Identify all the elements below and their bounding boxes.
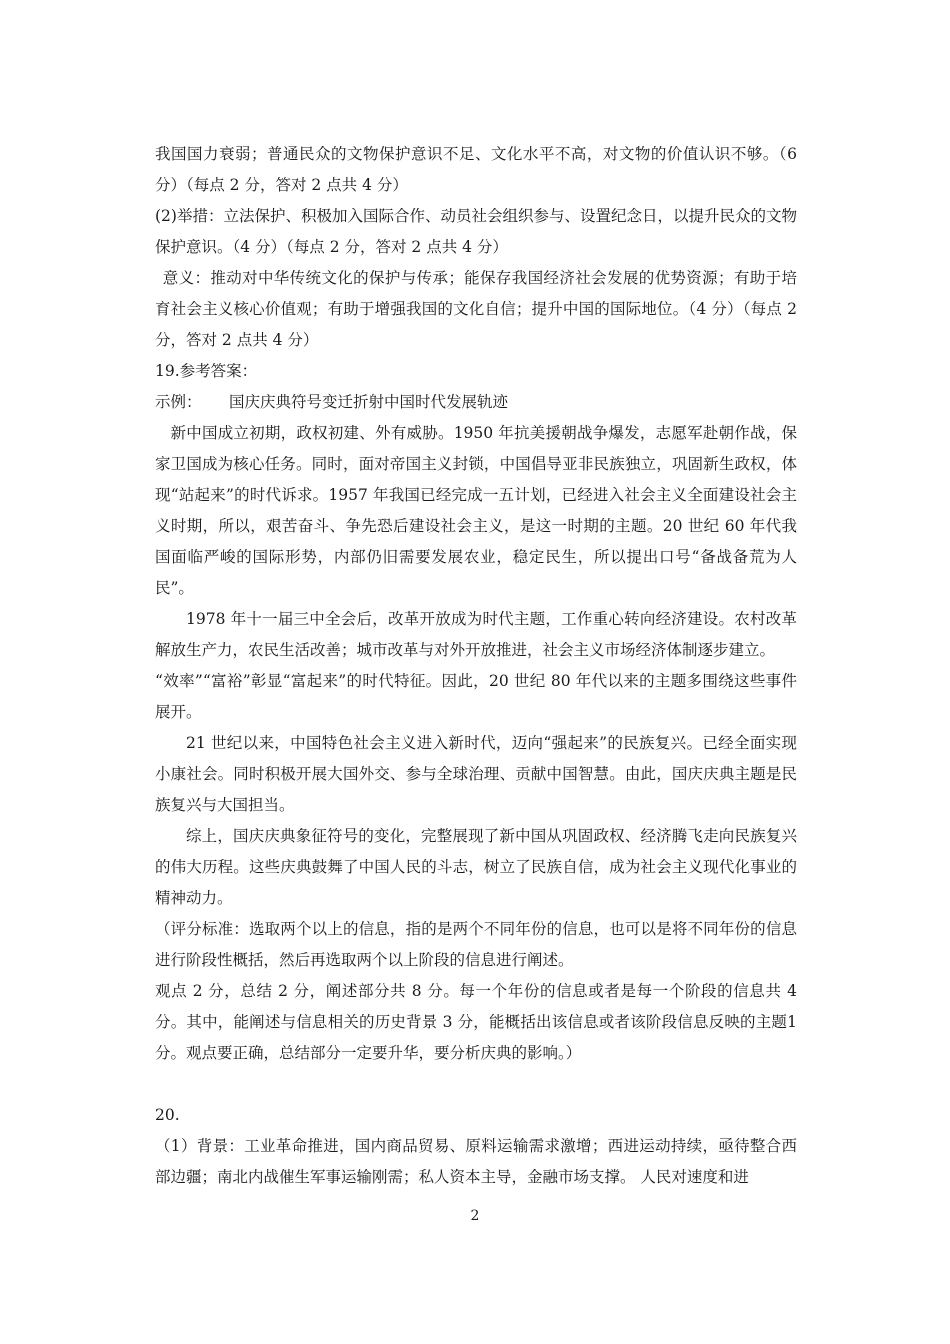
paragraph-q20-background: （1）背景：工业革命推进，国内商品贸易、原料运输需求激增；西进运动持续，亟待整合西部边疆；南北内战催生军事运输刚需；私人资本主导，金融市场支撑。 人民对速度和进 xyxy=(155,1137,797,1186)
paragraph-q19-criteria: （评分标准：选取两个以上的信息，指的是两个不同年份的信息，也可以是将不同年份的信息进行阶段性概括，然后再选取两个以上阶段的信息进行阐述。 xyxy=(155,920,797,969)
question-20-heading: 20. xyxy=(155,1106,180,1124)
paragraph-q19-new-era: 21 世纪以来，中国特色社会主义进入新时代，迈向“强起来”的民族复兴。已经全面实现小康社会。同时积极开展大国外交、参与全球治理、贡献中国智慧。由此，国庆庆典主题是民族复兴与大国担当。 xyxy=(155,734,797,814)
example-title: 国庆庆典符号变迁折射中国时代发展轨迹 xyxy=(229,393,509,411)
page-number: 2 xyxy=(470,1208,480,1224)
question-19-heading: 19.参考答案： xyxy=(155,362,258,380)
paragraph-q19-summary: 综上，国庆庆典象征符号的变化，完整展现了新中国从巩固政权、经济腾飞走向民族复兴的伟大历程。这些庆典鼓舞了中国人民的斗志，树立了民族自信，成为社会主义现代化事业的精神动力。 xyxy=(155,827,797,907)
paragraph-q19-scoring: 观点 2 分，总结 2 分，阐述部分共 8 分。每一个年份的信息或者是每一个阶段的信息共 4分。其中，能阐述与信息相关的历史背景 3 分，能概括出该信息或者该阶段信息反映的主题1 分。观点要正确，总结部分一定要升华，要分析庆典的影响。） xyxy=(155,982,797,1062)
example-title-row xyxy=(155,387,797,418)
paragraph-q19-prosperity: “效率”“富裕”彰显“富起来”的时代特征。因此，20 世纪 80 年代以来的主题多围绕这些事件展开。 xyxy=(155,672,797,721)
paragraph-q18-2-significance: 意义：推动对中华传统文化的保护与传承；能保存我国经济社会发展的优势资源；有助于培育社会主义核心价值观；有助于增强我国的文化自信；提升中国的国际地位。（4 分）（每点 2 分，答对 2 点共 4 分） xyxy=(155,269,797,349)
paragraph-q18-1-reasons: 我国国力衰弱；普通民众的文物保护意识不足、文化水平不高，对文物的价值认识不够。（6分）（每点 2 分，答对 2 点共 4 分） xyxy=(155,145,797,194)
example-label: 示例： xyxy=(155,393,202,411)
paragraph-q19-early: 新中国成立初期，政权初建、外有威胁。1950 年抗美援朝战争爆发，志愿军赴朝作战，保家卫国成为核心任务。同时，面对帝国主义封锁，中国倡导亚非民族独立，巩固新生政权，体现“站起来”的时代诉求。1957 年我国已经完成一五计划，已经进入社会主义全面建设社会主义时期，所以，艰苦奋斗、争先恐后建设社会主义，是这一时期的主题。20 世纪 60 年代我国面临严峻的国际形势，内部仍旧需要发展农业，稳定民生，所以提出口号“备战备荒为人民”。 xyxy=(155,424,797,597)
paragraph-q19-reform: 1978 年十一届三中全会后，改革开放成为时代主题，工作重心转向经济建设。农村改革解放生产力，农民生活改善；城市改革与对外开放推进，社会主义市场经济体制逐步建立。 xyxy=(155,610,797,659)
answer-content xyxy=(155,139,797,1193)
blank-line xyxy=(155,1069,797,1100)
paragraph-q18-2-measures: (2)举措：立法保护、积极加入国际合作、动员社会组织参与、设置纪念日，以提升民众的文物保护意识。（4 分）（每点 2 分，答对 2 点共 4 分） xyxy=(155,207,797,256)
